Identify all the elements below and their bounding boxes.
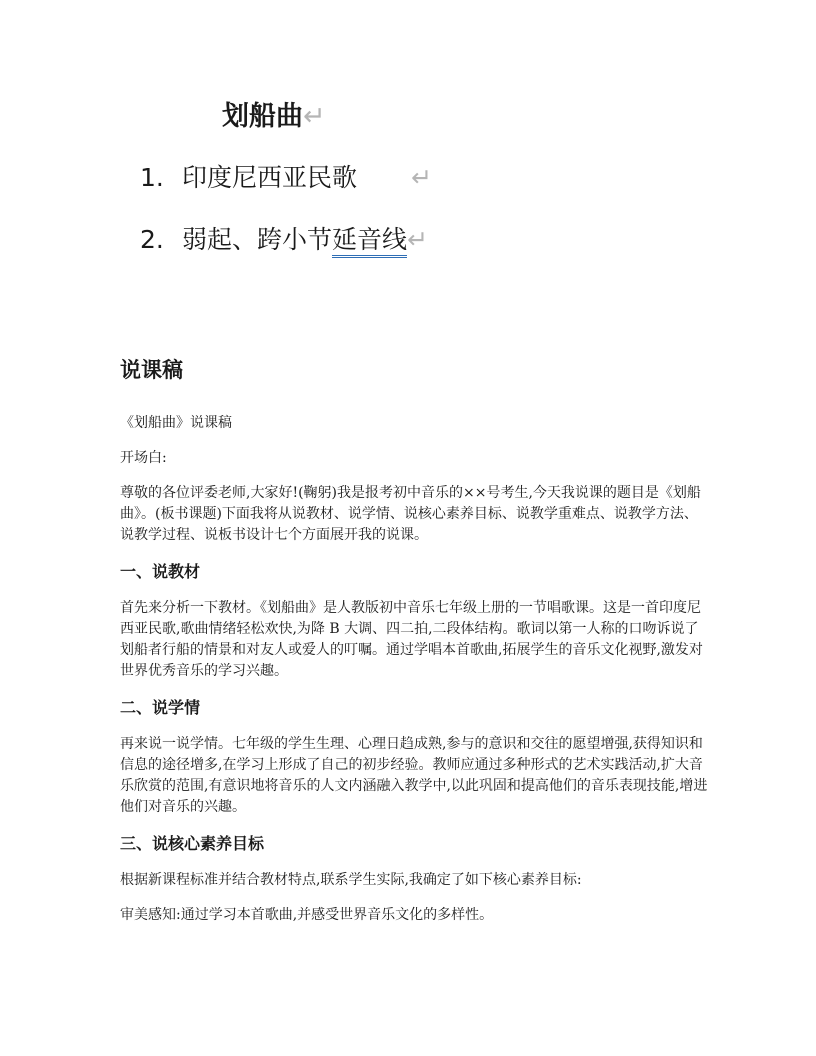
board-item-number: 2. xyxy=(140,225,164,254)
opening-paragraph: 尊敬的各位评委老师,大家好!(鞠躬)我是报考初中音乐的××号考生,今天我说课的题目是《划船曲》。(板书课题)下面我将从说教材、说学情、说核心素养目标、说教学重难点、说教学方法、说教学过程、说板书设计七个方面展开我的说课。 xyxy=(120,485,701,543)
document-subtitle: 《划船曲》说课稿 xyxy=(120,415,232,431)
board-item-underlined-text: 延音线 xyxy=(332,225,407,258)
section-heading: 一、说教材 xyxy=(120,562,201,581)
section-paragraph: 首先来分析一下教材。《划船曲》是人教版初中音乐七年级上册的一节唱歌课。这是一首印度尼西亚民歌,歌曲情绪轻松欢快,为降 B 大调、四二拍,二段体结构。歌词以第一人称的口吻诉说了划船者行船的情景和对友人或爱人的叮嘱。通过学唱本首歌曲,拓展学生的音乐文化视野,激发对世界优秀音乐的学习兴趣。 xyxy=(120,600,703,679)
board-item-text: 弱起、跨小节 xyxy=(182,225,333,254)
board-item-2 xyxy=(140,220,428,260)
board-item-text: 印度尼西亚民歌 xyxy=(182,163,358,192)
paragraph-mark-icon: ↵ xyxy=(411,163,432,192)
aesthetic-perception-paragraph: 审美感知:通过学习本首歌曲,并感受世界音乐文化的多样性。 xyxy=(120,907,494,923)
section-paragraph: 根据新课程标准并结合教材特点,联系学生实际,我确定了如下核心素养目标: xyxy=(120,872,582,888)
section-paragraph: 再来说一说学情。七年级的学生生理、心理日趋成熟,参与的意识和交往的愿望增强,获得知识和信息的途径增多,在学习上形成了自己的初步经验。教师应通过多种形式的艺术实践活动,扩大音乐欣赏的范围,有意识地将音乐的人文内涵融入教学中,以此巩固和提高他们的音乐表现技能,增进他们对音乐的兴趣。 xyxy=(120,736,708,815)
document-body xyxy=(120,352,710,940)
opening-label: 开场白: xyxy=(120,450,167,466)
section-heading: 三、说核心素养目标 xyxy=(120,834,265,853)
board-title: 划船曲↵ xyxy=(222,101,326,132)
paragraph-mark-icon: ↵ xyxy=(303,101,326,132)
document-heading: 说课稿 xyxy=(120,358,183,382)
section-heading: 二、说学情 xyxy=(120,698,201,717)
board-item-1 xyxy=(140,158,432,198)
paragraph-mark-icon: ↵ xyxy=(407,225,428,254)
board-item-number: 1. xyxy=(140,163,164,192)
